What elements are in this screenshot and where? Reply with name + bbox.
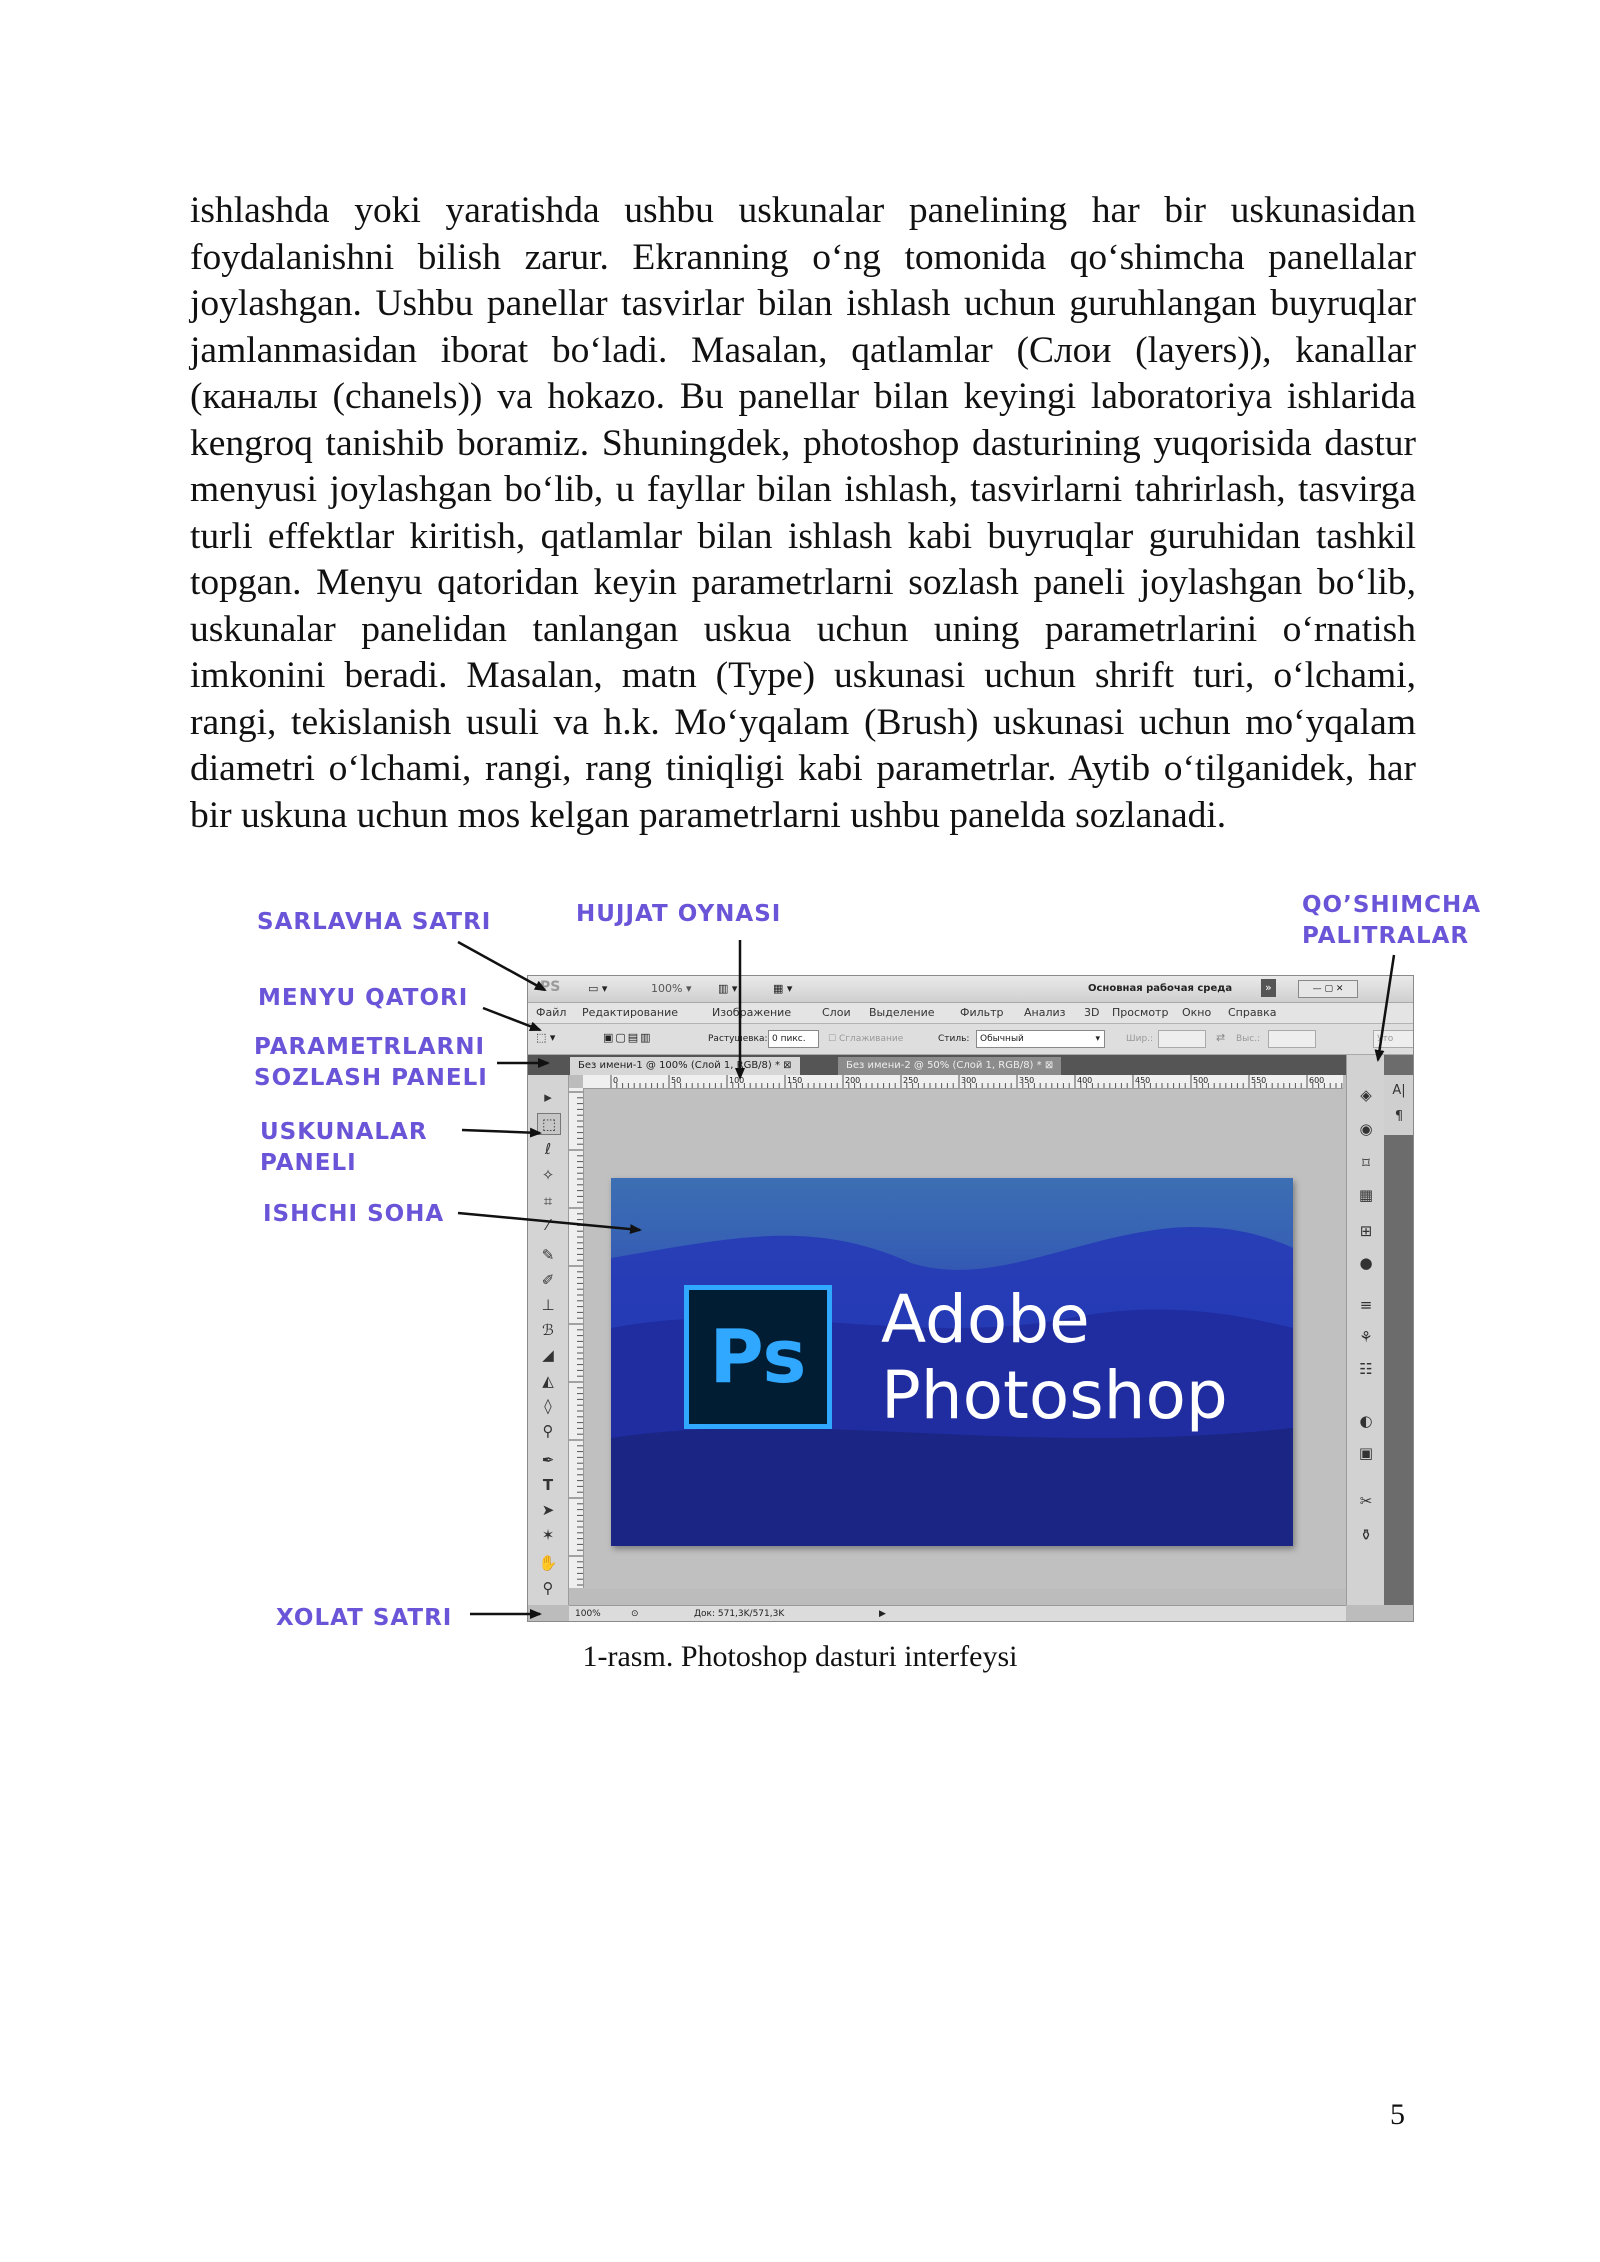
width-label: Шир.: xyxy=(1126,1034,1154,1044)
ruler-tick-label: 350 xyxy=(1019,1076,1035,1085)
callout-sarlavha-satri: SARLAVHA SATRI xyxy=(257,909,492,935)
photoshop-logo: Ps xyxy=(684,1285,832,1429)
character-panel-strip xyxy=(1384,1075,1413,1135)
histogram-panel-icon: ▦ xyxy=(1358,1186,1374,1204)
ruler-tick-label: 200 xyxy=(845,1076,861,1085)
path-select-tool-icon: ➤ xyxy=(541,1501,555,1519)
brand-line-2: Photoshop xyxy=(881,1357,1228,1434)
status-zoom: 100% xyxy=(575,1609,601,1619)
move-tool-icon: ▸ xyxy=(544,1088,552,1106)
window-controls: — ▢ ✕ xyxy=(1298,980,1358,998)
healing-tool-icon: ✎ xyxy=(541,1246,555,1264)
marquee-tool-icon: ⬚ xyxy=(537,1113,561,1135)
ruler-tick-label: 400 xyxy=(1077,1076,1093,1085)
adjust-panel-icon: ≡ xyxy=(1359,1296,1373,1314)
dodge-tool-icon: ⚲ xyxy=(542,1422,554,1440)
crop-tool-icon: ⌗ xyxy=(543,1192,553,1210)
status-preview-icon: ⊙ xyxy=(631,1609,639,1619)
navigator-panel-icon: ⊞ xyxy=(1359,1222,1373,1240)
transform-panel-icon: ⌑ xyxy=(1362,1154,1370,1172)
figure-caption: 1-rasm. Photoshop dasturi interfeysi xyxy=(582,1640,1018,1673)
menu-view: Просмотр xyxy=(1112,1006,1169,1019)
horizontal-ruler xyxy=(583,1075,1343,1089)
height-input xyxy=(1268,1030,1316,1048)
document-image xyxy=(611,1178,1293,1546)
menu-file: Файл xyxy=(536,1006,567,1019)
menu-edit: Редактирование xyxy=(582,1006,678,1019)
mask-panel-icon: ◐ xyxy=(1359,1412,1373,1430)
callout-paneli: PANELI xyxy=(260,1150,357,1176)
callout-qoshimcha-2: PALITRALAR xyxy=(1302,923,1470,949)
menu-image: Изображение xyxy=(712,1006,792,1019)
hand-tool-icon: ✋ xyxy=(538,1554,558,1572)
page-number: 5 xyxy=(1390,2098,1405,2131)
brush-presets-icon: ⚱ xyxy=(1359,1526,1373,1544)
marquee-tool-preset-icon: ⬚ ▾ xyxy=(536,1031,556,1044)
eyedropper-tool-icon: ⁄ xyxy=(546,1216,550,1234)
tab-document-2: Без имени-2 @ 50% (Слой 1, RGB/8) * ⊠ xyxy=(838,1057,1061,1075)
height-label: Выс.: xyxy=(1236,1034,1261,1044)
menu-analysis: Анализ xyxy=(1024,1006,1066,1019)
menu-help: Справка xyxy=(1228,1006,1277,1019)
tab-document-1: Без имени-1 @ 100% (Слой 1, RGB/8) * ⊠ xyxy=(570,1057,800,1075)
menu-window: Окно xyxy=(1182,1006,1212,1019)
ruler-tick-label: 150 xyxy=(787,1076,803,1085)
status-arrow-icon: ▶ xyxy=(879,1609,886,1619)
extras-icon: ▦ ▾ xyxy=(773,982,793,995)
callout-xolat-satri: XOLAT SATRI xyxy=(276,1605,453,1631)
title-bar xyxy=(528,976,1413,1003)
vertical-ruler xyxy=(569,1088,584,1588)
expand-icon: » xyxy=(1261,979,1276,997)
ruler-tick-label: 100 xyxy=(729,1076,745,1085)
clone-panel-icon: ▣ xyxy=(1358,1444,1374,1462)
zoom-dropdown: 100% ▾ xyxy=(651,982,692,995)
panels-dock xyxy=(1346,1055,1385,1605)
ps-title-logo: PS xyxy=(540,979,561,995)
workspace-label: Основная рабочая среда xyxy=(1088,983,1233,994)
antialias-checkbox: ☐ Сглаживание xyxy=(828,1034,904,1044)
brand-text xyxy=(881,1282,1228,1434)
style-select: Обычный ▾ xyxy=(976,1030,1105,1048)
menu-bar xyxy=(528,1003,1413,1024)
menu-filter: Фильтр xyxy=(960,1006,1004,1019)
channels-panel-icon: ◉ xyxy=(1359,1120,1373,1138)
refine-edge-button: Уто xyxy=(1373,1030,1414,1048)
quick-select-tool-icon: ✧ xyxy=(541,1166,555,1184)
ruler-tick-label: 300 xyxy=(961,1076,977,1085)
eraser-tool-icon: ◢ xyxy=(542,1346,554,1364)
ruler-tick-label: 600 xyxy=(1309,1076,1325,1085)
brand-line-1: Adobe xyxy=(881,1281,1090,1358)
menu-select: Выделение xyxy=(869,1006,935,1019)
shape-tool-icon: ✶ xyxy=(541,1526,555,1544)
callout-menyu-qatori: MENYU QATORI xyxy=(258,985,469,1011)
callout-qoshimcha-1: QO’SHIMCHA xyxy=(1302,892,1482,918)
styles-panel-icon: ⚘ xyxy=(1359,1328,1373,1346)
ruler-tick-label: 250 xyxy=(903,1076,919,1085)
paint-bucket-tool-icon: ◭ xyxy=(542,1372,554,1390)
lasso-tool-icon: ℓ xyxy=(544,1140,552,1158)
type-tool-icon: T xyxy=(542,1476,554,1494)
history-brush-tool-icon: ℬ xyxy=(542,1321,554,1339)
blur-tool-icon: ◊ xyxy=(544,1397,552,1415)
callout-ishchi-soha: ISHCHI SOHA xyxy=(263,1201,445,1227)
selection-mode-icons: ▣▢▤▥ xyxy=(603,1031,653,1044)
screen-mode-icon: ▭ ▾ xyxy=(588,982,608,995)
zoom-tool-icon: ⚲ xyxy=(542,1579,554,1597)
options-bar xyxy=(528,1024,1413,1055)
actions-panel-icon: ☷ xyxy=(1359,1360,1373,1378)
paragraph-panel-icon: ¶ xyxy=(1394,1109,1404,1124)
ruler-tick-label: 50 xyxy=(671,1076,682,1085)
ruler-tick-label: 450 xyxy=(1135,1076,1151,1085)
stamp-tool-icon: ⊥ xyxy=(541,1296,555,1314)
info-panel-icon: ● xyxy=(1359,1254,1373,1272)
width-input xyxy=(1158,1030,1206,1048)
menu-layers: Слои xyxy=(822,1006,851,1019)
style-label: Стиль: xyxy=(938,1034,970,1044)
brush-tool-icon: ✐ xyxy=(541,1271,555,1289)
status-doc-size: Док: 571,3K/571,3K xyxy=(694,1609,785,1619)
tool-presets-icon: ✂ xyxy=(1359,1492,1373,1510)
arrange-icon: ▥ ▾ xyxy=(718,982,738,995)
callout-uskunalar: USKUNALAR xyxy=(260,1119,428,1145)
feather-label: Растушевка: xyxy=(708,1034,768,1044)
pen-tool-icon: ✒ xyxy=(541,1451,555,1469)
tools-panel xyxy=(528,1075,569,1605)
callout-sozlash-paneli: SOZLASH PANELI xyxy=(254,1065,488,1091)
layers-panel-icon: ◈ xyxy=(1360,1086,1372,1104)
menu-3d: 3D xyxy=(1084,1006,1100,1019)
feather-input: 0 пикс. xyxy=(768,1030,819,1048)
callout-hujjat-oynasi: HUJJAT OYNASI xyxy=(576,901,782,927)
body-paragraph: ishlashda yoki yaratishda ushbu uskunalar panelining har bir uskunasidan foydalanishni bilish zarur. Ekranning o‘ng tomonida qo‘shimcha panellalar joylashgan. Ushbu panellar tasvirlar bilan ishlash uchun guruhlangan buyruqlar jamlanmasidan iborat bo‘ladi. Masalan, qatlamlar (Слои (layers)), kanallar (каналы (chanels)) va hokazo. Bu panellar bilan keyingi laboratoriya ishlarida kengroq tanishib boramiz. Shuningdek, photoshop dasturining yuqorisida dastur menyusi joylashgan bo‘lib, u fayllar bilan ishlash, tasvirlarni tahrirlash, tasvirga turli effektlar kiritish, qatlamlar bilan ishlash kabi buyruqlar guruhidan tashkil topgan. Menyu qatoridan keyin parametrlarni sozlash paneli joylashgan bo‘lib, uskunalar panelidan tanlangan uskua uchun uning parametrlarini o‘rnatish imkonini beradi. Masalan, matn (Type) uskunasi uchun shrift turi, o‘lchami, rangi, tekislanish usuli va h.k. Mo‘yqalam (Brush) uskunasi uchun mo‘yqalam diametri o‘lchami, rangi, rang tiniqligi kabi parametrlar. Aytib o‘tilganidek, har bir uskuna uchun mos kelgan parametrlarni ushbu panelda sozlanadi. xyxy=(190,190,1416,836)
ruler-tick-label: 0 xyxy=(613,1076,619,1085)
vertical-ruler-ticks xyxy=(569,1088,583,1588)
callout-parametrlarni: PARAMETRLARNI xyxy=(254,1034,486,1060)
photoshop-screenshot xyxy=(527,975,1414,1622)
ruler-tick-label: 500 xyxy=(1193,1076,1209,1085)
swap-icon: ⇄ xyxy=(1216,1031,1226,1044)
panels-dock-collapsed xyxy=(1384,1055,1413,1605)
ruler-tick-label: 550 xyxy=(1251,1076,1267,1085)
status-bar xyxy=(569,1605,1346,1622)
character-panel-icon: A| xyxy=(1392,1083,1406,1098)
